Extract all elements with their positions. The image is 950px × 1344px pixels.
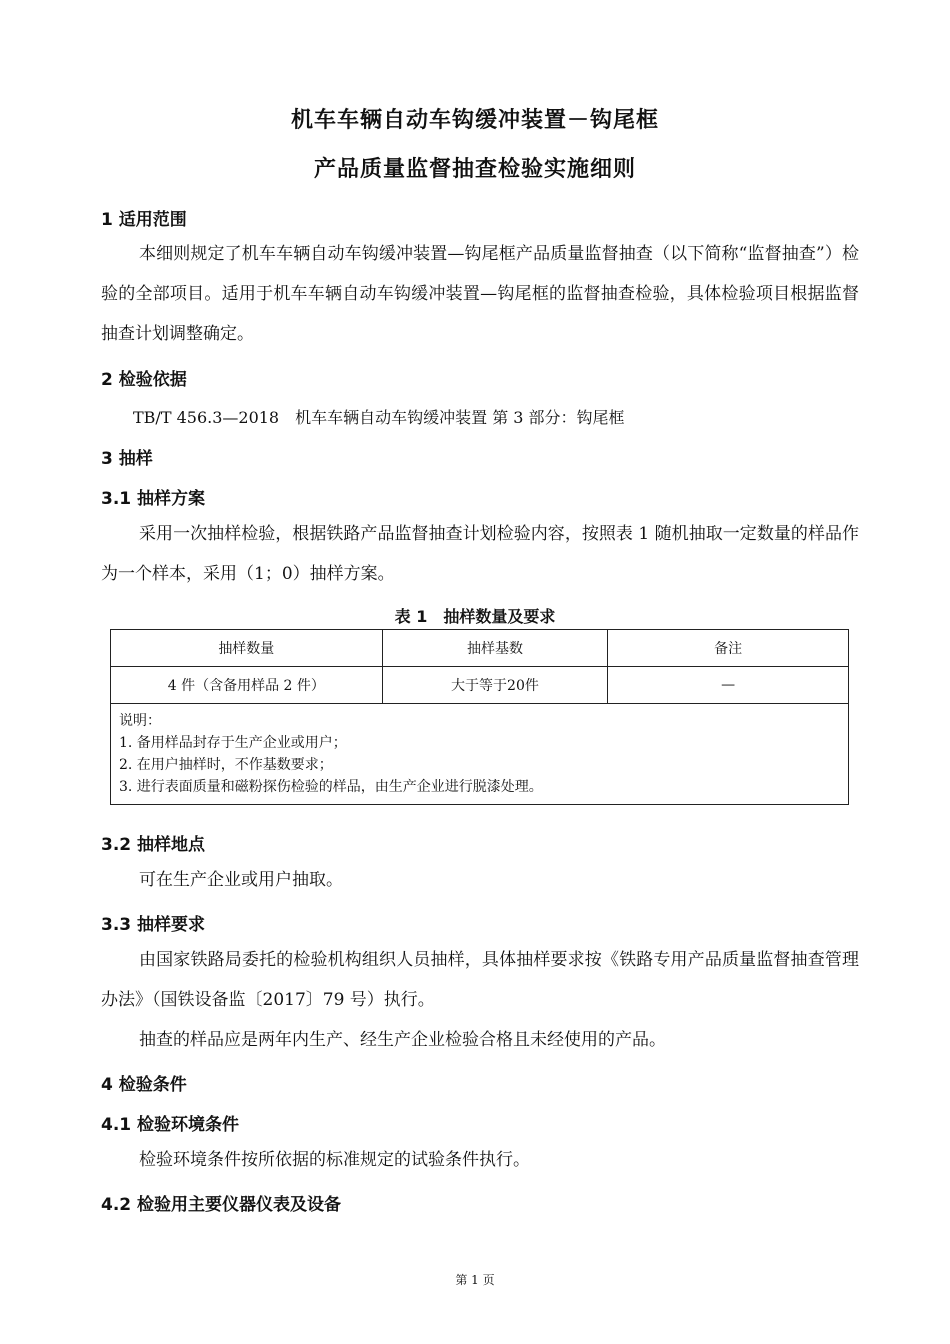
section-1-heading: 1 适用范围 (101, 210, 187, 230)
section-3-2-paragraph: 可在生产企业或用户抽取。 (139, 870, 343, 890)
section-4-2-heading: 4.2 检验用主要仪器仪表及设备 (101, 1195, 342, 1215)
page-number: 第 1 页 (455, 1273, 495, 1287)
sampling-table (110, 629, 849, 805)
section-4-1-heading: 4.1 检验环境条件 (101, 1115, 240, 1135)
header-sample-base: 抽样基数 (382, 630, 608, 667)
document-title-line1: 机车车辆自动车钩缓冲装置－钩尾框 (290, 108, 659, 133)
cell-sample-base: 大于等于20件 (382, 667, 608, 704)
table-notes-row (111, 704, 849, 805)
section-3-2-heading: 3.2 抽样地点 (101, 835, 206, 855)
section-3-3-paragraph-2: 抽查的样品应是两年内生产、经生产企业检验合格且未经使用的产品。 (139, 1030, 666, 1050)
note-item: 1. 备用样品封存于生产企业或用户； (119, 735, 347, 751)
section-3-3-paragraph-1: 由国家铁路局委托的检验机构组织人员抽样，具体抽样要求按《铁路专用产品质量监督抽查管理办法》（国铁设备监〔2017〕79 号）执行。 (101, 950, 859, 1010)
section-3-heading: 3 抽样 (101, 449, 153, 469)
note-item: 2. 在用户抽样时，不作基数要求； (119, 757, 333, 773)
section-4-heading: 4 检验条件 (101, 1075, 187, 1095)
section-2-heading: 2 检验依据 (101, 370, 187, 390)
standard-reference: TB/T 456.3—2018 机车车辆自动车钩缓冲装置 第 3 部分：钩尾框 (133, 408, 625, 427)
cell-remarks: — (608, 667, 849, 704)
header-sample-quantity: 抽样数量 (111, 630, 383, 667)
section-3-3-heading: 3.3 抽样要求 (101, 915, 206, 935)
note-item: 3. 进行表面质量和磁粉探伤检验的样品，由生产企业进行脱漆处理。 (119, 779, 543, 795)
section-3-1-paragraph: 采用一次抽样检验，根据铁路产品监督抽查计划检验内容，按照表 1 随机抽取一定数量的样品作为一个样本，采用（1；0）抽样方案。 (101, 524, 859, 584)
table-header-row (111, 630, 849, 667)
section-4-1-paragraph: 检验环境条件按所依据的标准规定的试验条件执行。 (139, 1150, 530, 1170)
section-1-paragraph: 本细则规定了机车车辆自动车钩缓冲装置—钩尾框产品质量监督抽查（以下简称“监督抽查”）检验的全部项目。适用于机车车辆自动车钩缓冲装置—钩尾框的监督抽查检验，具体检验项目根据监督抽查计划调整确定。 (101, 244, 859, 344)
table-notes (111, 704, 849, 805)
table-caption: 表 1 抽样数量及要求 (394, 607, 556, 626)
notes-label: 说明： (119, 713, 161, 729)
header-remarks: 备注 (608, 630, 849, 667)
document-title-line2: 产品质量监督抽查检验实施细则 (313, 157, 636, 182)
section-3-1-heading: 3.1 抽样方案 (101, 489, 206, 509)
table-row (111, 667, 849, 704)
cell-sample-quantity: 4 件（含备用样品 2 件） (111, 667, 383, 704)
